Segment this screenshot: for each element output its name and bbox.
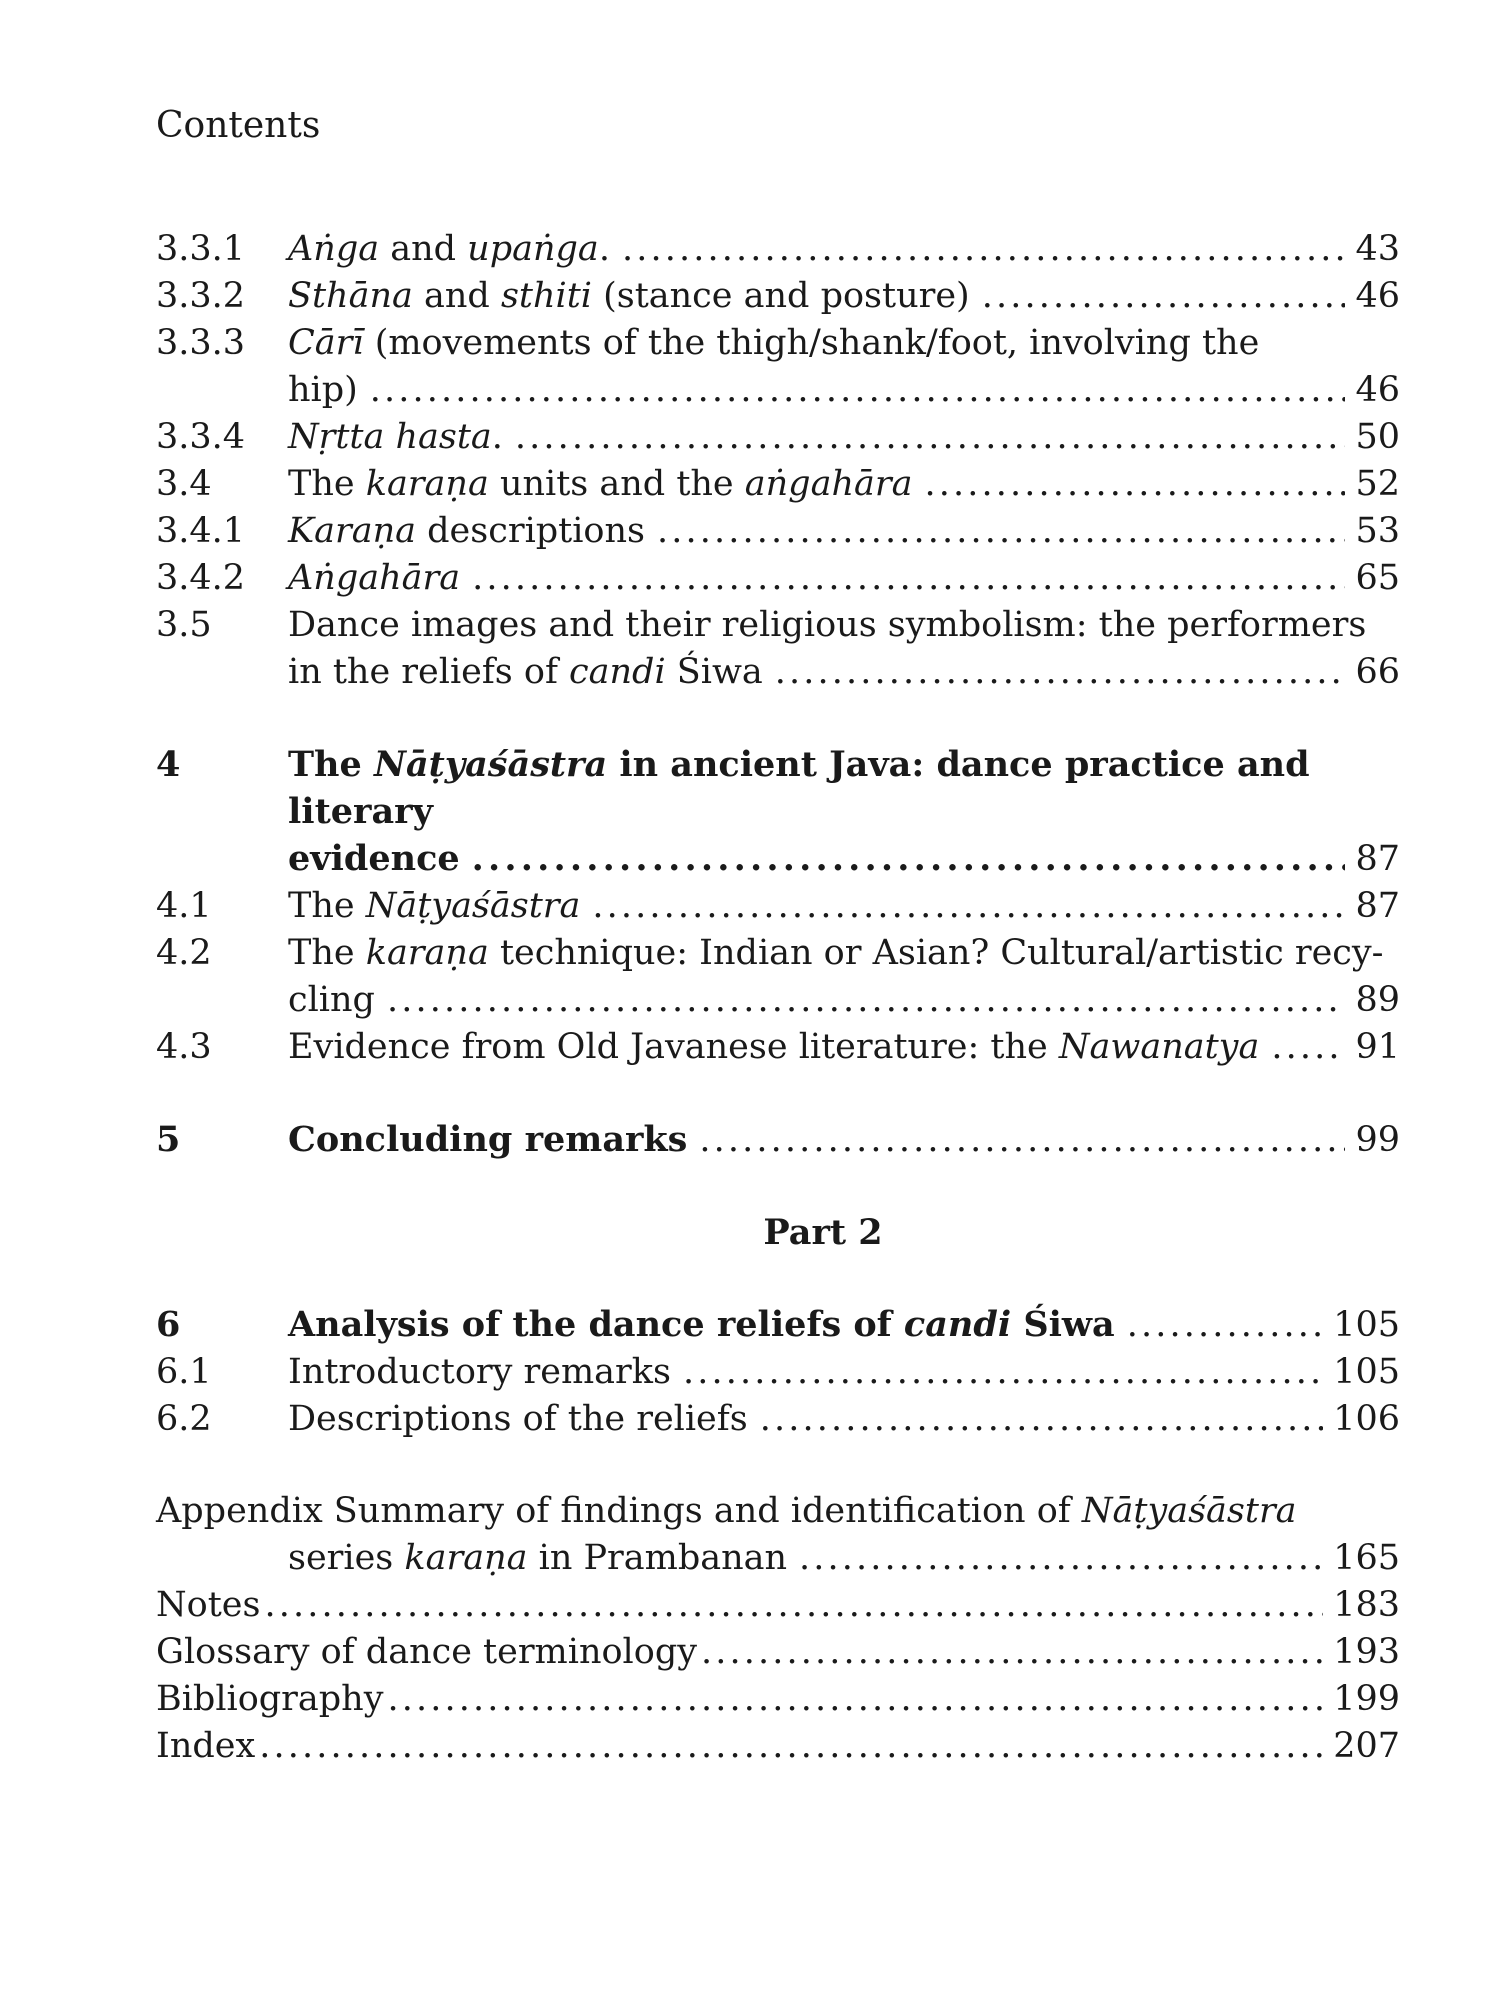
entry-body [288, 320, 1400, 414]
toc-entry-chapter-5[interactable] [156, 1116, 1400, 1164]
dot-leader [264, 1582, 1323, 1629]
entry-title-rich: The Nāṭyaśāstra in ancient Java: dance practice and literary [288, 744, 1310, 832]
page-number: 87 [1355, 839, 1400, 879]
dot-leader [701, 1629, 1323, 1676]
toc-entry-chapter-6[interactable] [156, 1301, 1400, 1349]
toc-entry[interactable] [156, 461, 1400, 508]
page-number: 46 [1355, 370, 1400, 410]
dot-leader [799, 1535, 1323, 1582]
entry-number: 3.3.4 [156, 417, 246, 457]
entry-number: 5 [156, 1119, 181, 1160]
page-number: 199 [1333, 1679, 1400, 1719]
dot-leader [472, 555, 1345, 602]
entry-title: Aṅgahāra [288, 558, 461, 598]
running-head: Contents [156, 105, 321, 146]
entry-number: 3.5 [156, 605, 212, 645]
entry-title: Evidence from Old Javanese literature: the Nawanatya [288, 1027, 1260, 1067]
toc-entry[interactable] [156, 273, 1400, 320]
entry-title: The Nāṭyaśāstra [288, 886, 581, 926]
entry-body [288, 555, 1400, 602]
entry-number: 4.1 [156, 886, 212, 926]
entry-title: Notes [156, 1585, 261, 1625]
entry-number: 3.4.1 [156, 511, 246, 551]
toc-entry-6-1[interactable] [156, 1349, 1400, 1396]
dot-leader [1271, 1024, 1345, 1071]
section-3-entries [156, 226, 1400, 696]
dot-leader [775, 649, 1346, 696]
table-of-contents [156, 226, 1400, 1770]
dot-leader [387, 977, 1346, 1024]
entry-body [288, 226, 1400, 273]
toc-entry-back-matter[interactable] [156, 1676, 1400, 1723]
page-number: 89 [1355, 980, 1400, 1020]
entry-title-line-1 [288, 741, 1400, 835]
entry-title: Index [156, 1726, 256, 1766]
entry-number: 3.4 [156, 464, 212, 504]
entry-title: Concluding remarks [288, 1119, 688, 1160]
entry-title-line-1: Cārī (movements of the thigh/shank/foot, involving the [288, 323, 1260, 363]
entry-number: 4 [156, 744, 181, 785]
dot-leader [657, 508, 1345, 555]
entry-number: 6.2 [156, 1399, 212, 1439]
page-number: 66 [1355, 652, 1400, 692]
entry-title-line-2: cling [288, 980, 375, 1020]
page-number: 207 [1333, 1726, 1400, 1766]
entry-fill [288, 367, 1400, 414]
entry-body [288, 508, 1400, 555]
entry-body [288, 414, 1400, 461]
entry-body [288, 273, 1400, 320]
page-number: 183 [1333, 1585, 1400, 1625]
toc-entry[interactable] [156, 226, 1400, 273]
entry-title: The karaṇa units and the aṅgahāra [288, 464, 913, 504]
toc-entry-4-3[interactable] [156, 1024, 1400, 1071]
dot-leader [1127, 1302, 1323, 1349]
page-number: 46 [1355, 276, 1400, 316]
toc-entry-back-matter[interactable] [156, 1723, 1400, 1770]
dot-leader [622, 226, 1346, 273]
page-number: 165 [1333, 1538, 1400, 1578]
toc-entry-6-2[interactable] [156, 1396, 1400, 1443]
entry-title: Sthāna and sthiti (stance and posture) [288, 276, 970, 316]
entry-number: 3.3.2 [156, 276, 246, 316]
page-number: 50 [1355, 417, 1400, 457]
entry-title: Introductory remarks [288, 1352, 671, 1392]
dot-leader [472, 835, 1346, 882]
page-number: 87 [1355, 886, 1400, 926]
entry-body [288, 461, 1400, 508]
entry-fill [288, 649, 1400, 696]
dot-leader [924, 461, 1345, 508]
entry-number: 6.1 [156, 1352, 212, 1392]
entry-title: Aṅga and upaṅga. [288, 229, 610, 269]
entry-number: 6 [156, 1304, 181, 1345]
page-number: 53 [1355, 511, 1400, 551]
page-number: 106 [1333, 1399, 1400, 1439]
page-number: 105 [1333, 1352, 1400, 1392]
entry-title: Nṛtta hasta. [288, 417, 503, 457]
toc-entry-back-matter[interactable] [156, 1629, 1400, 1676]
toc-entry[interactable] [156, 414, 1400, 461]
page-number: 99 [1355, 1120, 1400, 1160]
appendix-title-line-1: Appendix Summary of findings and identification of Nāṭyaśāstra [156, 1491, 1297, 1531]
appendix-title-line-2: series karaṇa in Prambanan [288, 1538, 788, 1578]
page-number: 43 [1355, 229, 1400, 269]
toc-entry[interactable] [156, 320, 1400, 414]
dot-leader [760, 1396, 1324, 1443]
entry-title: Bibliography [156, 1679, 384, 1719]
page-number: 52 [1355, 464, 1400, 504]
dot-leader [592, 883, 1345, 930]
toc-entry-4-2[interactable] [156, 930, 1400, 1024]
entry-title: Descriptions of the reliefs [288, 1399, 748, 1439]
part-heading: Part 2 [763, 1212, 883, 1253]
entry-title-line-1: The karaṇa technique: Indian or Asian? Cultural/artistic recy- [288, 933, 1384, 973]
entry-title-line-1: Dance images and their religious symbolism: the performers [288, 605, 1367, 645]
page-number: 65 [1355, 558, 1400, 598]
entry-body [288, 602, 1400, 696]
page-number: 91 [1355, 1027, 1400, 1067]
page-number: 105 [1333, 1305, 1400, 1345]
toc-entry-back-matter[interactable] [156, 1582, 1400, 1629]
toc-entry[interactable] [156, 555, 1400, 602]
toc-entry-4-1[interactable] [156, 883, 1400, 930]
toc-entry[interactable] [156, 602, 1400, 696]
entry-number: 3.3.3 [156, 323, 246, 363]
dot-leader [388, 1676, 1324, 1723]
dot-leader [370, 367, 1346, 414]
dot-leader [515, 414, 1346, 461]
dot-leader [982, 273, 1346, 320]
entry-number: 3.4.2 [156, 558, 246, 598]
entry-title: Analysis of the dance reliefs of candi Śiwa [288, 1304, 1115, 1345]
entry-number: 3.3.1 [156, 229, 246, 269]
toc-entry-appendix[interactable] [156, 1488, 1400, 1582]
entry-number: 4.3 [156, 1027, 212, 1067]
page-number: 193 [1333, 1632, 1400, 1672]
back-matter-entries [156, 1582, 1400, 1770]
toc-entry-chapter-4[interactable] [156, 741, 1400, 883]
dot-leader [259, 1723, 1323, 1770]
entry-title: Glossary of dance terminology [156, 1632, 697, 1672]
entry-title-line-2: hip) [288, 370, 358, 410]
dot-leader [683, 1349, 1323, 1396]
dot-leader [699, 1117, 1345, 1164]
entry-title-line-2: in the reliefs of candi Śiwa [288, 652, 763, 692]
entry-title-line-2: evidence [288, 838, 460, 879]
entry-title: Karaṇa descriptions [288, 511, 646, 551]
entry-number: 4.2 [156, 933, 212, 973]
toc-entry[interactable] [156, 508, 1400, 555]
